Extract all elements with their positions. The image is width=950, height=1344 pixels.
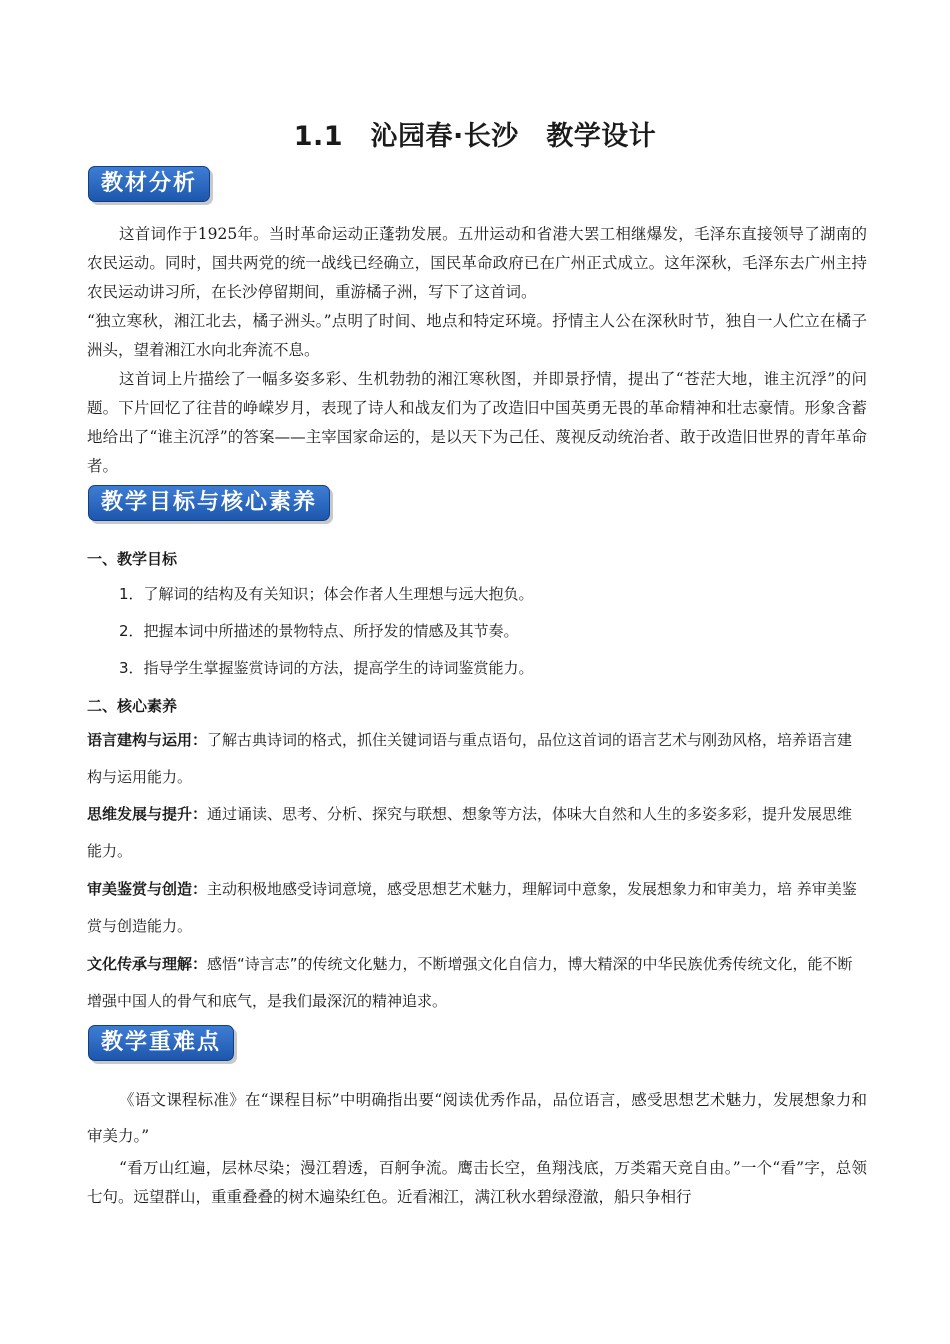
core-item-aesthetic: [87, 871, 867, 945]
core-item-thinking: [87, 796, 867, 870]
core-item-label: 文化传承与理解：: [87, 955, 208, 973]
section-badge-key-points: 教学重难点: [88, 1025, 234, 1061]
core-item-text: 主动积极地感受诗词意境，感受思想艺术魅力，理解词中意象，发展想象力和审美力，培 养审美鉴赏与创造能力。: [87, 880, 857, 935]
goals-heading: 一、教学目标: [87, 550, 178, 568]
analysis-paragraph-3: 这首词上片描绘了一幅多姿多彩、生机勃勃的湘江寒秋图，并即景抒情，提出了“苍茫大地，谁主沉浮”的问题。下片回忆了往昔的峥嵘岁月，表现了诗人和战友们为了改造旧中国英勇无畏的革命精神和壮志豪情。形象含蓄地给出了“谁主沉浮”的答案——主宰国家命运的，是以天下为己任、蔑视反动统治者、敢于改造旧世界的青年革命者。: [87, 370, 867, 475]
core-item-label: 语言建构与运用：: [87, 731, 208, 749]
core-item-text: 通过诵读、思考、分析、探究与联想、想象等方法，体味大自然和人生的多姿多彩，提升发展思维能力。: [87, 805, 853, 860]
core-item-label: 审美鉴赏与创造：: [87, 880, 208, 898]
objective-item: 3．指导学生掌握鉴赏诗词的方法，提高学生的诗词鉴赏能力。: [119, 659, 534, 677]
analysis-paragraph-2: “独立寒秋，湘江北去，橘子洲头。”点明了时间、地点和特定环境。抒情主人公在深秋时节，独自一人伫立在橘子洲头，望着湘江水向北奔流不息。: [87, 312, 867, 359]
key-points-paragraph-2: “看万山红遍，层林尽染；漫江碧透，百舸争流。鹰击长空，鱼翔浅底，万类霜天竞自由。”一个“看”字，总领七句。远望群山，重重叠叠的树木遍染红色。近看湘江，满江秋水碧绿澄澈，船只争相行: [87, 1159, 867, 1206]
core-item-text: 感悟“诗言志”的传统文化魅力，不断增强文化自信力，博大精深的中华民族优秀传统文化，能不断增强中国人的骨气和底气，是我们最深沉的精神追求。: [87, 955, 853, 1010]
objective-item: 2．把握本词中所描述的景物特点、所抒发的情感及其节奏。: [119, 622, 519, 640]
key-points-paragraph-1: 《语文课程标准》在“课程目标”中明确指出要“阅读优秀作品，品位语言，感受思想艺术魅力，发展想象力和审美力。”: [87, 1091, 867, 1145]
core-item-culture: [87, 946, 867, 1020]
page-title: 1.1 沁园春·长沙 教学设计: [293, 121, 657, 152]
core-item-text: 了解古典诗词的格式，抓住关键词语与重点语句，品位这首词的语言艺术与刚劲风格，培养语言建构与运用能力。: [87, 731, 853, 786]
objective-item: 1．了解词的结构及有关知识；体会作者人生理想与远大抱负。: [119, 585, 534, 603]
core-item-label: 思维发展与提升：: [87, 805, 208, 823]
section-badge-textbook-analysis: 教材分析: [88, 166, 210, 202]
section-badge-goals: 教学目标与核心素养: [88, 485, 330, 521]
analysis-paragraph-1: 这首词作于1925年。当时革命运动正蓬勃发展。五卅运动和省港大罢工相继爆发，毛泽东直接领导了湖南的农民运动。同时，国共两党的统一战线已经确立，国民革命政府已在广州正式成立。这年深秋，毛泽东去广州主持农民运动讲习所，在长沙停留期间，重游橘子洲，写下了这首词。: [87, 225, 867, 301]
core-literacy-heading: 二、核心素养: [87, 697, 178, 715]
core-item-language: [87, 722, 867, 796]
